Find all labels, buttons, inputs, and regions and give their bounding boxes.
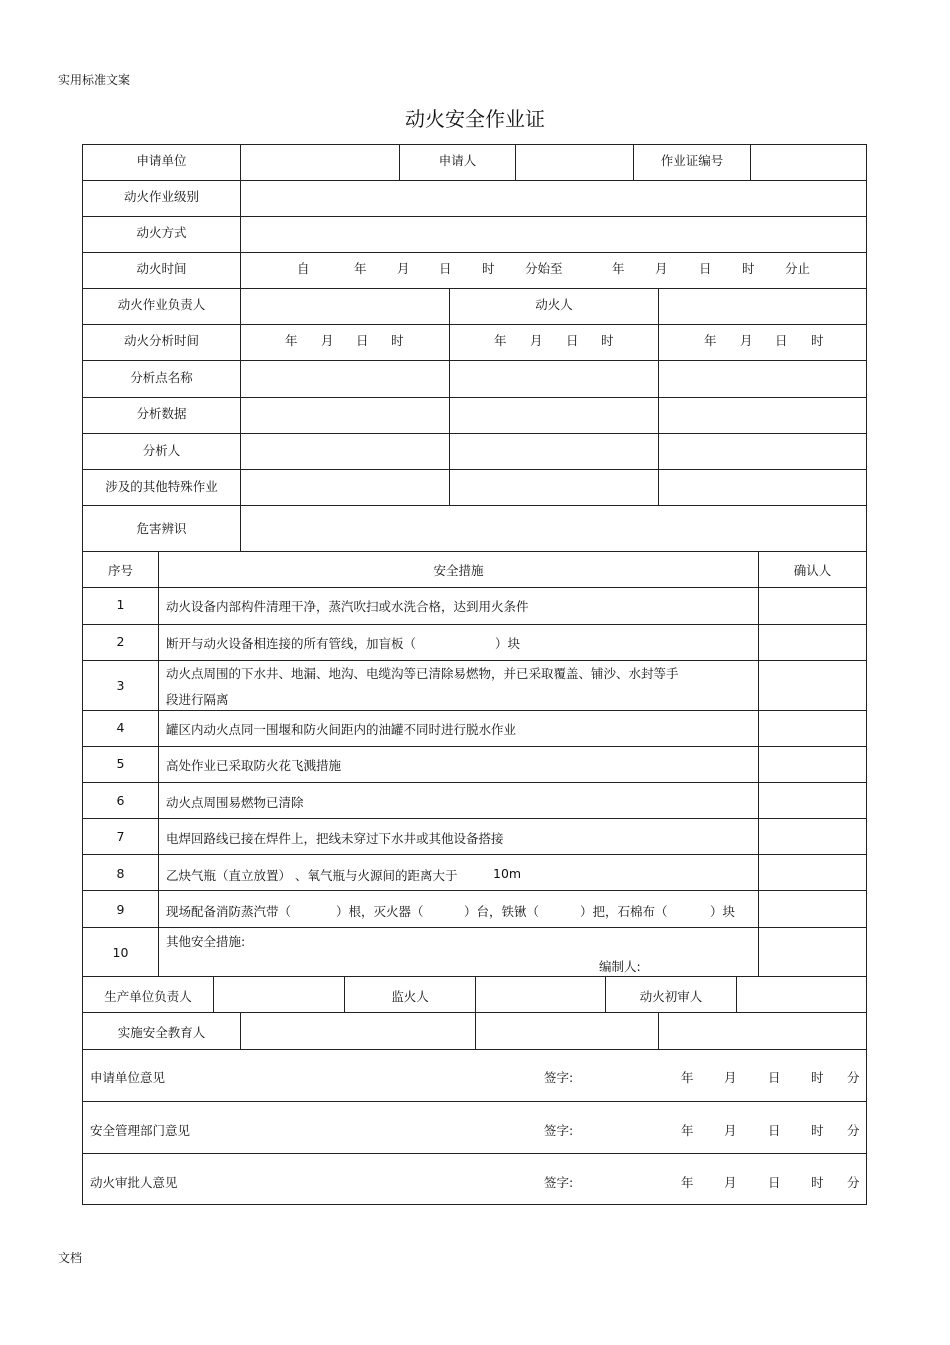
label-level: 动火作业级别 [123,189,199,204]
label-analysis-data: 分析数据 [136,406,187,421]
field-analysis-data-3[interactable] [658,397,867,434]
measure-text: 高处作业已采取防火花飞溅措施 [166,758,342,773]
measure-confirm-field[interactable] [758,710,867,747]
measure-text-part4: ）把，石棉布（ [580,904,668,919]
measure-confirm-field[interactable] [758,746,867,783]
sign-ri: 日 [768,1175,781,1190]
opinion-label: 安全管理部门意见 [90,1123,191,1138]
at2-nian: 年 [494,333,507,348]
measure-no: 1 [116,597,125,612]
time-shi: 时 [482,261,495,276]
field-analyst-2[interactable] [449,433,659,470]
field-analysis-data-1[interactable] [240,397,450,434]
field-other-special-3[interactable] [658,469,867,506]
field-analyst-1[interactable] [240,433,450,470]
time-nian: 年 [354,261,367,276]
time-yue: 月 [397,261,410,276]
label-educator: 实施安全教育人 [117,1025,206,1040]
page-header: 实用标准文案 [58,73,131,87]
time-shi-2: 时 [742,261,755,276]
sign-label: 签字: [544,1175,574,1190]
field-first-review[interactable] [736,976,867,1013]
compiler-label: 编制人: [599,959,641,974]
measure-no: 4 [116,720,125,735]
measure-no: 3 [116,678,125,693]
at1-nian: 年 [285,333,298,348]
label-applicant: 申请人 [438,153,477,168]
at3-shi: 时 [811,333,824,348]
measure-no: 6 [116,793,125,808]
sign-shi: 时 [811,1123,824,1138]
at2-shi: 时 [601,333,614,348]
at3-ri: 日 [775,333,788,348]
sign-ri: 日 [768,1070,781,1085]
time-fen-end: 分止 [785,261,811,276]
measure-confirm-field[interactable] [758,587,867,625]
field-analysis-time-2[interactable] [449,324,659,361]
page-title: 动火安全作业证 [405,107,545,131]
label-analysis-time: 动火分析时间 [123,333,199,348]
field-educator-1[interactable] [240,1012,476,1050]
other-measures-field[interactable] [158,927,759,977]
sign-shi: 时 [811,1175,824,1190]
field-level[interactable] [240,180,867,217]
opinion-row[interactable] [82,1049,867,1102]
header-confirm: 确认人 [793,563,832,578]
field-analysis-time-3[interactable] [658,324,867,361]
measure-no: 9 [116,902,125,917]
at3-nian: 年 [704,333,717,348]
field-permit-no[interactable] [750,144,867,181]
measure-text-part2: ）根，灭火器（ [336,904,424,919]
field-analysis-point-2[interactable] [449,360,659,398]
time-fen-start: 分始至 [525,261,563,276]
measure-confirm-field[interactable] [758,660,867,711]
sign-fen: 分 [847,1123,860,1138]
sign-nian: 年 [681,1123,694,1138]
measure-confirm-field[interactable] [758,890,867,928]
sign-shi: 时 [811,1070,824,1085]
time-nian-2: 年 [612,261,625,276]
label-method: 动火方式 [136,225,187,240]
opinion-label: 动火审批人意见 [90,1175,178,1190]
label-leader: 动火作业负责人 [117,297,206,312]
measure-no: 10 [112,945,129,960]
label-permit-no: 作业证编号 [660,153,724,168]
time-ri-2: 日 [699,261,712,276]
measure-text: 其他安全措施: [166,934,246,949]
time-zi: 自 [297,261,310,276]
at2-yue: 月 [530,333,543,348]
sign-nian: 年 [681,1070,694,1085]
sign-ri: 日 [768,1123,781,1138]
field-method[interactable] [240,216,867,253]
measure-confirm-field[interactable] [758,927,867,977]
measure-confirm-field[interactable] [758,624,867,661]
measure-text-line2: 段进行隔离 [166,692,229,707]
sign-yue: 月 [724,1175,737,1190]
measure-no: 5 [116,756,125,771]
label-analysis-point: 分析点名称 [130,370,193,385]
measure-confirm-field[interactable] [758,854,867,891]
label-watcher: 监火人 [391,989,429,1004]
sign-nian: 年 [681,1175,694,1190]
time-ri: 日 [439,261,452,276]
field-educator-3[interactable] [658,1012,867,1050]
field-applicant[interactable] [515,144,634,181]
measure-text-part5: ）块 [710,904,736,919]
field-prod-leader[interactable] [213,976,345,1013]
field-leader[interactable] [240,288,450,325]
measure-text-suffix: ）块 [495,636,521,651]
field-analysis-time-1[interactable] [240,324,450,361]
sign-fen: 分 [847,1175,860,1190]
measure-text: 现场配备消防蒸汽带（ [166,904,292,919]
label-time: 动火时间 [136,261,187,276]
label-applicant-unit: 申请单位 [136,153,187,168]
header-measure: 安全措施 [433,563,484,578]
field-applicant-unit[interactable] [240,144,400,181]
measure-no: 7 [116,829,125,844]
measure-confirm-field[interactable] [758,782,867,819]
measure-text: 电焊回路线已接在焊件上，把线未穿过下水井或其他设备搭接 [166,831,504,846]
opinion-label: 申请单位意见 [90,1070,166,1085]
measure-text: 罐区内动火点同一围堰和防火间距内的油罐不同时进行脱水作业 [166,722,517,737]
at1-shi: 时 [391,333,404,348]
field-educator-2[interactable] [475,1012,659,1050]
label-operator: 动火人 [535,297,573,312]
opinion-row[interactable] [82,1153,867,1205]
measure-no: 2 [116,634,125,649]
measure-text: 乙炔气瓶（直立放置） 、氧气瓶与火源间的距离大于 [166,868,458,883]
sign-yue: 月 [724,1070,737,1085]
at2-ri: 日 [566,333,579,348]
measure-text: 动火点周围的下水井、地漏、地沟、电缆沟等已清除易燃物，并已采取覆盖、铺沙、水封等手 [166,666,679,681]
measure-confirm-field[interactable] [758,818,867,855]
label-first-review: 动火初审人 [639,989,703,1004]
field-analysis-point-3[interactable] [658,360,867,398]
field-hazard[interactable] [240,505,867,552]
sign-label: 签字: [544,1123,574,1138]
field-operator[interactable] [658,288,867,325]
sign-yue: 月 [724,1123,737,1138]
measure-text: 动火点周围易燃物已清除 [166,795,304,810]
sign-label: 签字: [544,1070,574,1085]
at3-yue: 月 [740,333,753,348]
field-other-special-1[interactable] [240,469,450,506]
field-analysis-point-1[interactable] [240,360,450,398]
label-prod-leader: 生产单位负责人 [104,989,192,1004]
measure-text-part3: ）台，铁锹（ [464,904,540,919]
measure-text-suffix: 10m [493,866,522,881]
at1-ri: 日 [356,333,369,348]
field-watcher[interactable] [475,976,606,1013]
measure-text: 动火设备内部构件清理干净，蒸汽吹扫或水洗合格，达到用火条件 [166,599,529,614]
opinion-row[interactable] [82,1101,867,1154]
field-analysis-data-2[interactable] [449,397,659,434]
measure-no: 8 [116,866,125,881]
header-no: 序号 [107,563,133,578]
label-hazard: 危害辨识 [136,521,187,536]
time-yue-2: 月 [655,261,668,276]
at1-yue: 月 [321,333,334,348]
page-footer: 文档 [58,1251,83,1265]
sign-fen: 分 [847,1070,860,1085]
field-other-special-2[interactable] [449,469,659,506]
field-analyst-3[interactable] [658,433,867,470]
label-analyst: 分析人 [142,443,181,458]
measure-text: 断开与动火设备相连接的所有管线，加盲板（ [166,636,417,651]
label-other-special: 涉及的其他特殊作业 [105,479,218,494]
